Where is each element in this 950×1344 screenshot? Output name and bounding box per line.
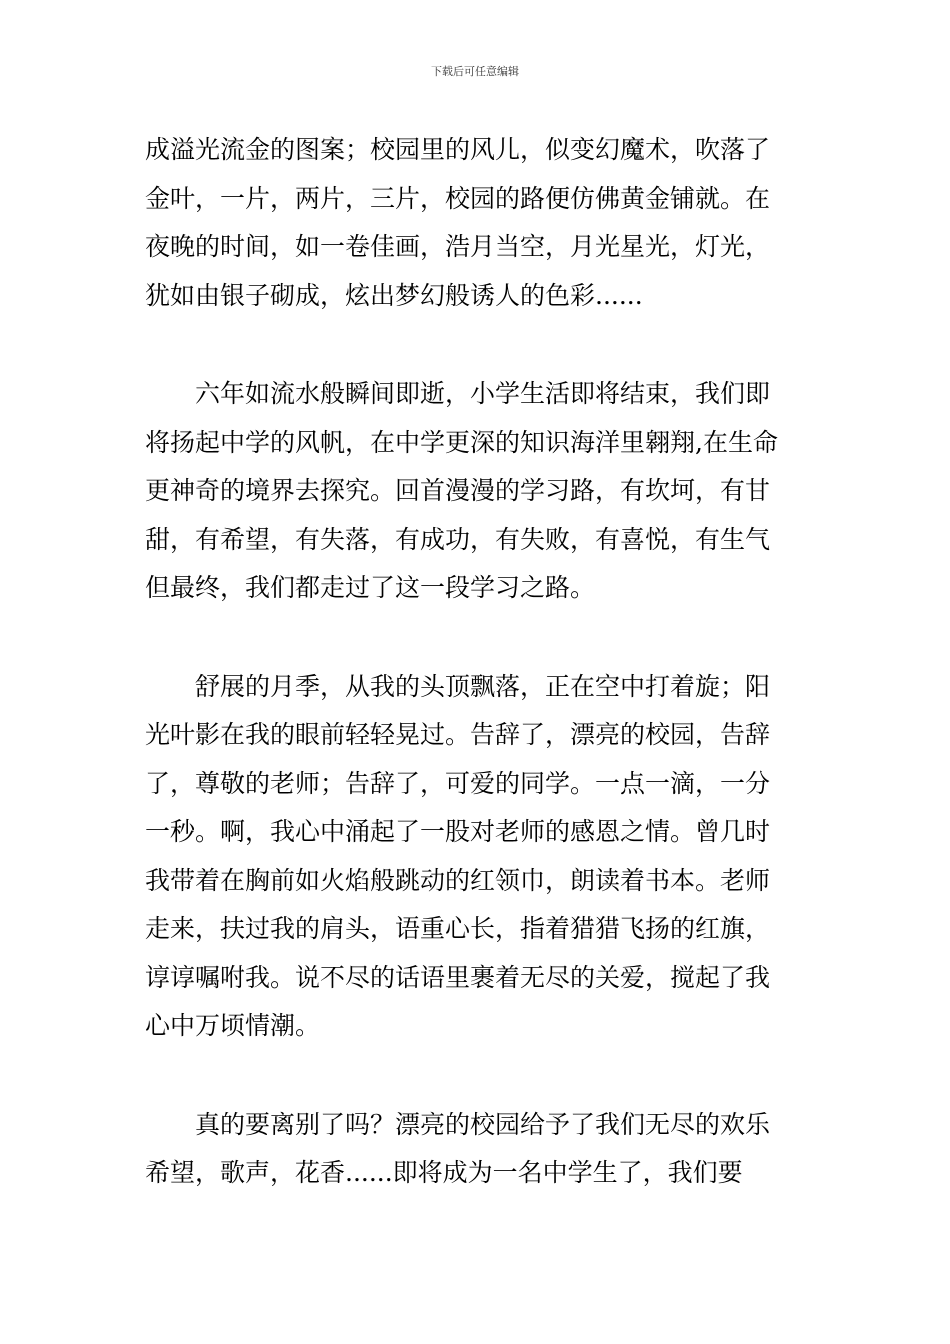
text-line: 希望，歌声，花香......即将成为一名中学生了，我们要 xyxy=(145,1158,743,1187)
text-line: 更神奇的境界去探究。回首漫漫的学习路，有坎坷，有甘 xyxy=(145,476,771,505)
page-header: 下载后可任意编辑 xyxy=(431,65,519,78)
text-line: 舒展的月季，从我的头顶飘落，正在空中打着旋；阳 xyxy=(195,671,771,701)
paragraph-gap xyxy=(145,320,805,370)
text-line: 将扬起中学的风帆，在中学更深的知识海洋里翱翔,在生命 xyxy=(145,427,778,457)
paragraph-gap xyxy=(145,613,805,663)
text-line: 夜晚的时间，如一卷佳画，浩月当空，月光星光，灯光， xyxy=(145,232,771,261)
text-line: 光叶影在我的眼前轻轻晃过。告辞了，漂亮的校园，告辞 xyxy=(145,720,771,749)
text-line: 走来，扶过我的肩头，语重心长，指着猎猎飞扬的红旗， xyxy=(145,914,771,943)
text-line: 成溢光流金的图案；校园里的风儿，似变幻魔术，吹落了 xyxy=(145,135,771,164)
paragraph-2 xyxy=(145,370,805,613)
paragraph-gap xyxy=(145,1051,805,1101)
text-line: 真的要离别了吗？漂亮的校园给予了我们无尽的欢乐 xyxy=(195,1109,771,1139)
paragraph-3 xyxy=(145,663,805,1051)
text-line: 一秒。啊，我心中涌起了一股对老师的感恩之情。曾几时 xyxy=(145,817,771,846)
text-line: 但最终，我们都走过了这一段学习之路。 xyxy=(145,573,596,602)
text-line: 了，尊敬的老师；告辞了，可爱的同学。一点一滴，一分 xyxy=(145,768,771,798)
text-line: 我带着在胸前如火焰般跳动的红领巾，朗读着书本。老师 xyxy=(145,865,771,895)
paragraph-1 xyxy=(145,126,805,320)
text-line: 犹如由银子砌成，炫出梦幻般诱人的色彩...... xyxy=(145,280,643,310)
text-line: 六年如流水般瞬间即逝，小学生活即将结束，我们即 xyxy=(195,379,771,408)
paragraph-4 xyxy=(145,1101,805,1198)
text-line: 谆谆嘱咐我。说不尽的话语里裹着无尽的关爱，搅起了我 xyxy=(145,962,771,992)
text-line: 心中万顷情潮。 xyxy=(145,1011,321,1040)
text-line: 金叶，一片，两片，三片，校园的路便仿佛黄金铺就。在 xyxy=(145,183,771,213)
document-body xyxy=(145,126,805,1198)
text-line: 甜，有希望，有失落，有成功，有失败，有喜悦，有生气 xyxy=(145,524,771,554)
